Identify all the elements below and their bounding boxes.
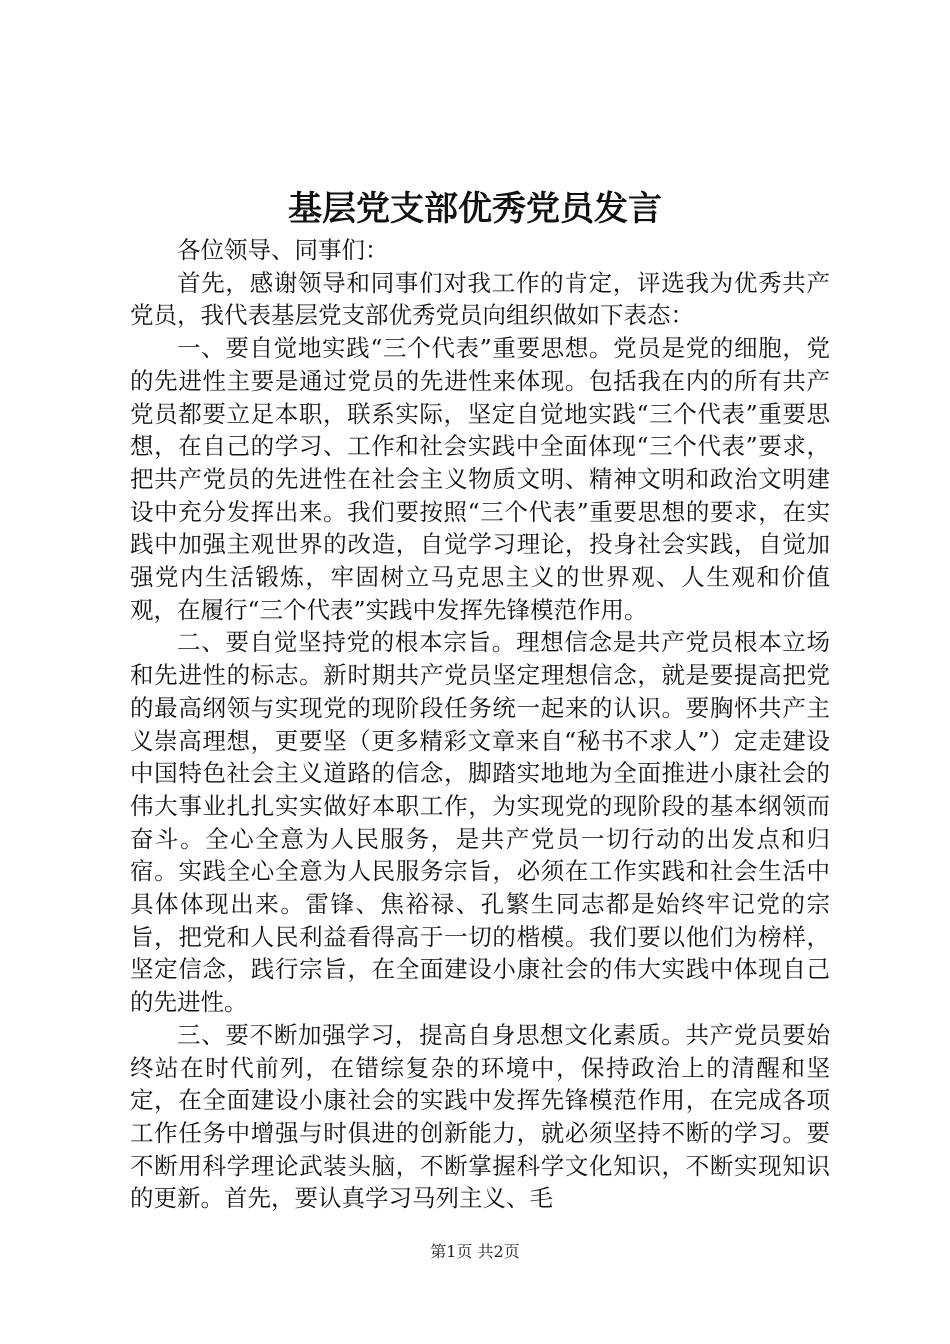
page-number-footer: 第1页 共2页	[430, 1242, 520, 1261]
section-two-paragraph: 二、要自觉坚持党的根本宗旨。理想信念是共产党员根本立场和先进性的标志。新时期共产党员坚定理想信念，就是要提高把党的最高纲领与实现党的现阶段任务统一起来的认识。要胸怀共产主义崇高理想，更要坚（更多精彩文章来自“秘书不求人”）定走建设中国特色社会主义道路的信念，脚踏实地地为全面推进小康社会的伟大事业扎扎实实做好本职工作，为实现党的现阶段的基本纲领而奋斗。全心全意为人民服务，是共产党员一切行动的出发点和归宿。实践全心全意为人民服务宗旨，必须在工作实践和社会生活中具体体现出来。雷锋、焦裕禄、孔繁生同志都是始终牢记党的宗旨，把党和人民利益看得高于一切的楷模。我们要以他们为榜样，坚定信念，践行宗旨，在全面建设小康社会的伟大实践中体现自己的先进性。	[130, 628, 830, 1017]
document-body	[130, 234, 830, 1215]
intro-paragraph: 首先，感谢领导和同事们对我工作的肯定，评选我为优秀共产党员，我代表基层党支部优秀党员向组织做如下表态：	[130, 268, 830, 330]
section-one-paragraph: 一、要自觉地实践“三个代表”重要思想。党员是党的细胞，党的先进性主要是通过党员的先进性来体现。包括我在内的所有共产党员都要立足本职，联系实际，坚定自觉地实践“三个代表”重要思想，在自己的学习、工作和社会实践中全面体现“三个代表”要求，把共产党员的先进性在社会主义物质文明、精神文明和政治文明建设中充分发挥出来。我们要按照“三个代表”重要思想的要求，在实践中加强主观世界的改造，自觉学习理论，投身社会实践，自觉加强党内生活锻炼，牢固树立马克思主义的世界观、人生观和价值观，在履行“三个代表”实践中发挥先锋模范作用。	[130, 334, 830, 624]
section-three-paragraph: 三、要不断加强学习，提高自身思想文化素质。共产党员要始终站在时代前列，在错综复杂的环境中，保持政治上的清醒和坚定，在全面建设小康社会的实践中发挥先锋模范作用，在完成各项工作任务中增强与时俱进的创新能力，就必须坚持不断的学习。要不断用科学理论武装头脑，不断掌握科学文化知识，不断实现知识的更新。首先，要认真学习马列主义、毛	[130, 1020, 830, 1213]
salutation-paragraph: 各位领导、同事们：	[177, 236, 389, 264]
document-title: 基层党支部优秀党员发言	[288, 189, 662, 229]
